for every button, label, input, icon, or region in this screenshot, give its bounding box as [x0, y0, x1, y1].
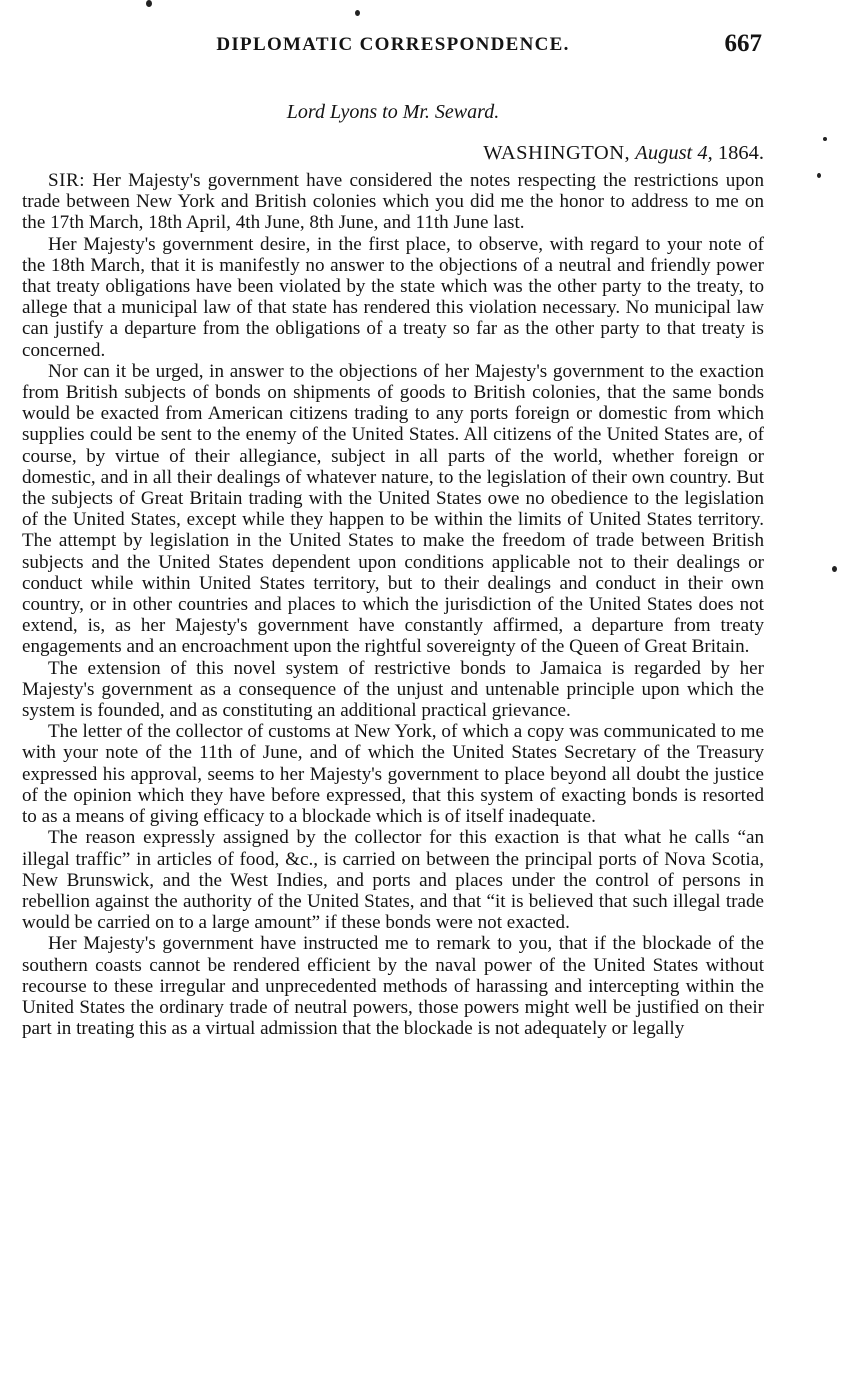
dateline-date: August 4,: [635, 142, 713, 164]
dateline-year: 1864.: [717, 142, 764, 164]
paragraph: [22, 170, 764, 234]
paragraph: The extension of this novel system of restrictive bonds to Jamaica is regarded by her Majesty's government as a consequence of the unjust and untenable principle upon which the system is founded, and as constituting an additional practical grievance.: [22, 657, 764, 722]
dateline-place: WASHINGTON,: [483, 142, 631, 164]
ink-speck: [823, 137, 827, 141]
ink-speck: [832, 566, 837, 572]
page-header: [22, 30, 764, 68]
letter-body: [22, 170, 764, 1039]
letter-title: Lord Lyons to Mr. Seward.: [286, 101, 500, 123]
paragraph-text: Her Majesty's government have considered the notes respecting the restrictions upon trade between New York and British colonies which you did me the honor to address to me on the 17th March, 18th April, 4th June, 8th June, and 11th June last.: [22, 170, 764, 234]
ink-speck: [355, 10, 360, 16]
running-head: DIPLOMATIC CORRESPONDENCE.: [216, 34, 570, 55]
paragraph: Nor can it be urged, in answer to the objections of her Majesty's government to the exaction from British subjects of bonds on shipments of goods to British colonies, that the same bonds would be exacted from American citizens trading to any ports foreign or domestic from which supplies could be sent to the enemy of the United States. All citizens of the United States are, of course, by virtue of their allegiance, subject in all parts of the world, whether foreign or domestic, and in all their dealings of whatever nature, to the legislation of their own country. But the subjects of Great Britain trading with the United States owe no obedience to the legislation of the United States, except while they happen to be within the limits of United States territory. The attempt by legislation in the United States to make the freedom of trade between British subjects and the United States dependent upon conditions applicable not to their dealings or conduct while within United States territory, but to their dealings and conduct in their own country, or in other countries and places to which the jurisdiction of the United States does not extend, is, as her Majesty's government have constantly affirmed, a departure from treaty engagements and an encroachment upon the rightful sovereignty of the Queen of Great Britain.: [22, 360, 764, 658]
page-number: 667: [724, 30, 762, 57]
ink-speck: [817, 173, 821, 178]
paragraph: The reason expressly assigned by the collector for this exaction is that what he calls “an illegal traffic” in articles of food, &c., is carried on between the principal ports of Nova Scotia, New Brunswick, and the West Indies, and ports and places under the control of persons in rebellion against the authority of the United States, and that “it is believed that such illegal trade would be carried on to a large amount” if these bonds were not exacted.: [22, 827, 764, 934]
ink-speck: [146, 0, 152, 7]
dateline: [483, 142, 764, 165]
salutation: SIR:: [48, 170, 86, 191]
paragraph: The letter of the collector of customs at New York, of which a copy was communicated to me with your note of the 11th of June, and of which the United States Secretary of the Treasury expressed his approval, seems to her Majesty's government to place beyond all doubt the justice of the opinion which they have before expressed, that this system of exacting bonds is resorted to as a means of giving efficacy to a blockade which is of itself inadequate.: [22, 721, 764, 828]
paragraph: Her Majesty's government desire, in the first place, to observe, with regard to your note of the 18th March, that it is manifestly no answer to the objections of a neutral and friendly power that treaty obligations have been violated by the state which was the other party to the treaty, to allege that a municipal law of that state has rendered this violation necessary. No municipal law can justify a departure from the obligations of a treaty so far as the other party to that treaty is concerned.: [22, 233, 764, 361]
paragraph: Her Majesty's government have instructed me to remark to you, that if the blockade of the southern coasts cannot be rendered efficient by the naval power of the United States without recourse to these irregular and unprecedented methods of harassing and intercepting within the United States the ordinary trade of neutral powers, those powers might well be justified on their part in treating this as a virtual admission that the blockade is not adequately or legally: [22, 933, 764, 1040]
